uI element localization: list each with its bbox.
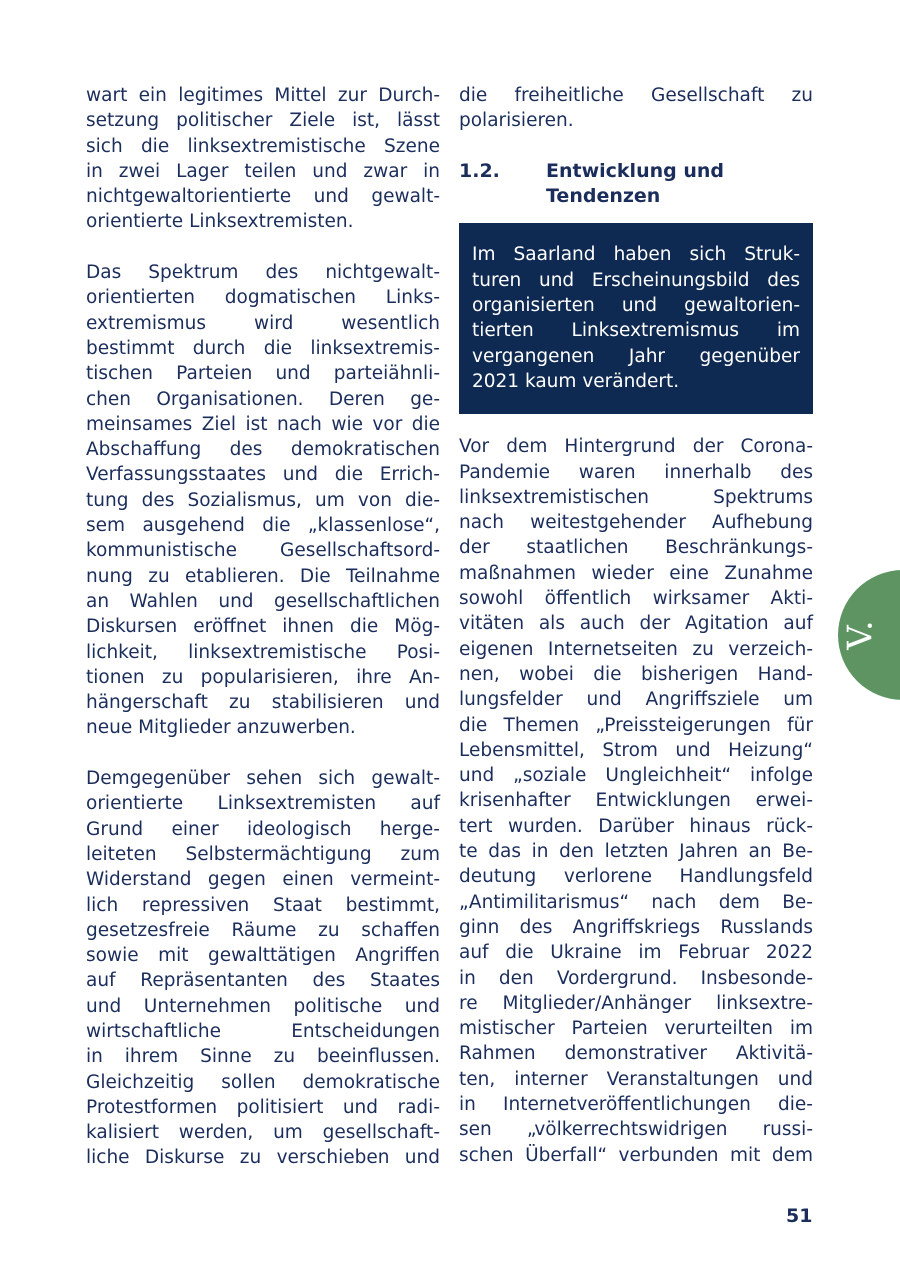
text-line: in zwei Lager teilen und zwar in	[86, 160, 440, 182]
text-line: Gleichzeitig sollen demokratische	[86, 1071, 440, 1093]
text-line: orientierte Linksextremisten auf	[86, 793, 440, 815]
text-line: te das in den letzten Jahren an Be-	[459, 841, 813, 863]
text-line: tung des Sozialismus, um von die-	[86, 489, 440, 511]
box-line: 2021 kaum verändert.	[472, 370, 680, 392]
text-line: in den Vordergrund. Insbesonde-	[459, 967, 813, 989]
text-line: ginn des Angriffskriegs Russlands	[459, 916, 813, 938]
text-line: mistischer Parteien verurteilten im	[459, 1018, 813, 1040]
text-line: extremismus wird wesentlich	[86, 312, 440, 334]
left-column	[86, 83, 440, 1171]
text-line: Verfassungsstaates und die Errich-	[86, 464, 440, 486]
box-line: Im Saarland haben sich Struk-	[472, 244, 800, 266]
paragraph-intro-continuation	[86, 83, 440, 235]
text-line: lich repressiven Staat bestimmt,	[86, 894, 440, 916]
text-line: Pandemie waren innerhalb des	[459, 461, 813, 483]
text-line: deutung verlorene Handlungsfeld	[459, 866, 813, 888]
text-line: krisenhafter Entwicklungen erwei-	[459, 790, 813, 812]
paragraph-violent-extremists	[86, 766, 440, 1171]
section-title-line: Entwicklung und	[546, 159, 724, 182]
section-number: 1.2.	[459, 159, 500, 182]
text-line: Vor dem Hintergrund der Corona-	[459, 436, 813, 458]
text-line: in Internetveröffentlichungen die-	[459, 1093, 813, 1115]
text-line: neue Mitglieder anzuwerben.	[86, 717, 356, 739]
text-line: wirtschaftliche Entscheidungen	[86, 1020, 440, 1042]
text-line: Diskursen eröffnet ihnen die Mög-	[86, 616, 440, 638]
text-line: Protestformen politisiert und radi-	[86, 1096, 440, 1118]
text-line: eigenen Internetseiten zu verzeich-	[459, 638, 813, 660]
text-line: chen Organisationen. Deren ge-	[86, 388, 440, 410]
text-line: auf Repräsentanten des Staates	[86, 970, 440, 992]
paragraph-continuation	[459, 83, 813, 134]
text-line: und „soziale Ungleichheit“ infolge	[459, 765, 813, 787]
chapter-tab	[838, 570, 900, 700]
box-line: turen und Erscheinungsbild des	[472, 269, 800, 291]
text-line: die freiheitliche Gesellschaft zu	[459, 85, 813, 106]
text-line: an Wahlen und gesellschaftlichen	[86, 590, 440, 612]
text-line: sowie mit gewalttätigen Angriffen	[86, 945, 440, 967]
text-line: nen, wobei die bisherigen Hand-	[459, 663, 813, 685]
text-line: kalisiert werden, um gesellschaft-	[86, 1122, 440, 1144]
text-line: setzung politischer Ziele ist, lässt	[86, 110, 440, 132]
chapter-numeral: V.	[840, 620, 881, 650]
box-line: tierten Linksextremismus im	[472, 320, 800, 342]
text-line: die Themen „Preissteigerungen für	[459, 714, 813, 736]
text-line: wart ein legitimes Mittel zur Durch-	[86, 85, 440, 106]
text-line: Grund einer ideologisch herge-	[86, 818, 440, 840]
text-line: kommunistische Gesellschaftsord-	[86, 540, 440, 562]
text-line: der staatlichen Beschränkungs-	[459, 537, 813, 559]
box-line: organisierten und gewaltorien-	[472, 295, 800, 317]
text-line: sich die linksextremistische Szene	[86, 135, 440, 157]
text-line: liche Diskurse zu verschieben und	[86, 1147, 440, 1169]
box-line: vergangenen Jahr gegenüber	[472, 345, 800, 367]
text-line: tionen zu popularisieren, ihre An-	[86, 666, 440, 688]
text-line: bestimmt durch die linksextremis-	[86, 337, 440, 359]
section-title-line: Tendenzen	[546, 185, 661, 208]
text-line: orientierte Linksextremisten.	[86, 211, 354, 233]
text-line: lungsfelder und Angriffsziele um	[459, 689, 813, 711]
text-line: auf die Ukraine im Februar 2022	[459, 942, 813, 964]
text-line: Lebensmittel, Strom und Heizung“	[459, 739, 813, 761]
text-line: Demgegenüber sehen sich gewalt-	[86, 768, 440, 790]
text-line: Widerstand gegen einen vermeint-	[86, 869, 440, 891]
text-line: ten, interner Veranstaltungen und	[459, 1068, 813, 1090]
text-line: lichkeit, linksextremistische Posi-	[86, 641, 440, 663]
text-line: nung zu etablieren. Die Teilnahme	[86, 565, 440, 587]
text-line: leiteten Selbstermächtigung zum	[86, 843, 440, 865]
right-column	[459, 83, 813, 1168]
text-line: in ihrem Sinne zu beeinflussen.	[86, 1046, 440, 1068]
text-line: vitäten als auch der Agitation auf	[459, 613, 813, 635]
text-line: orientierten dogmatischen Links-	[86, 287, 440, 309]
section-heading	[459, 159, 813, 210]
text-line: polarisieren.	[459, 110, 574, 132]
text-line: schen Überfall“ verbunden mit dem	[459, 1144, 813, 1166]
text-line: gesetzesfreie Räume zu schaffen	[86, 919, 440, 941]
text-line: Abschaffung des demokratischen	[86, 439, 440, 461]
section-title	[546, 159, 724, 210]
summary-highlight-box	[459, 223, 813, 414]
text-line: linksextremistischen Spektrums	[459, 486, 813, 508]
paragraph-nonviolent-spectrum	[86, 260, 440, 741]
text-line: sowohl öffentlich wirksamer Akti-	[459, 588, 813, 610]
text-line: nichtgewaltorientierte und gewalt-	[86, 186, 440, 208]
text-line: re Mitglieder/Anhänger linksextre-	[459, 992, 813, 1014]
text-line: tischen Parteien und parteiähnli-	[86, 363, 440, 385]
chapter-tab-label	[838, 570, 884, 700]
text-line: maßnahmen wieder eine Zunahme	[459, 562, 813, 584]
text-line: nach weitestgehender Aufhebung	[459, 512, 813, 534]
text-line: sen „völkerrechtswidrigen russi-	[459, 1119, 813, 1141]
page-number: 51	[786, 1205, 813, 1227]
text-line: tert wurden. Darüber hinaus rück-	[459, 815, 813, 837]
text-line: Rahmen demonstrativer Aktivitä-	[459, 1043, 813, 1065]
text-line: hängerschaft zu stabilisieren und	[86, 692, 440, 714]
paragraph-developments	[459, 434, 813, 1168]
text-line: meinsames Ziel ist nach wie vor die	[86, 413, 440, 435]
text-line: und Unternehmen politische und	[86, 995, 440, 1017]
text-line: sem ausgehend die „klassenlose“,	[86, 515, 440, 537]
text-line: „Antimilitarismus“ nach dem Be-	[459, 891, 813, 913]
text-line: Das Spektrum des nichtgewalt-	[86, 262, 440, 284]
